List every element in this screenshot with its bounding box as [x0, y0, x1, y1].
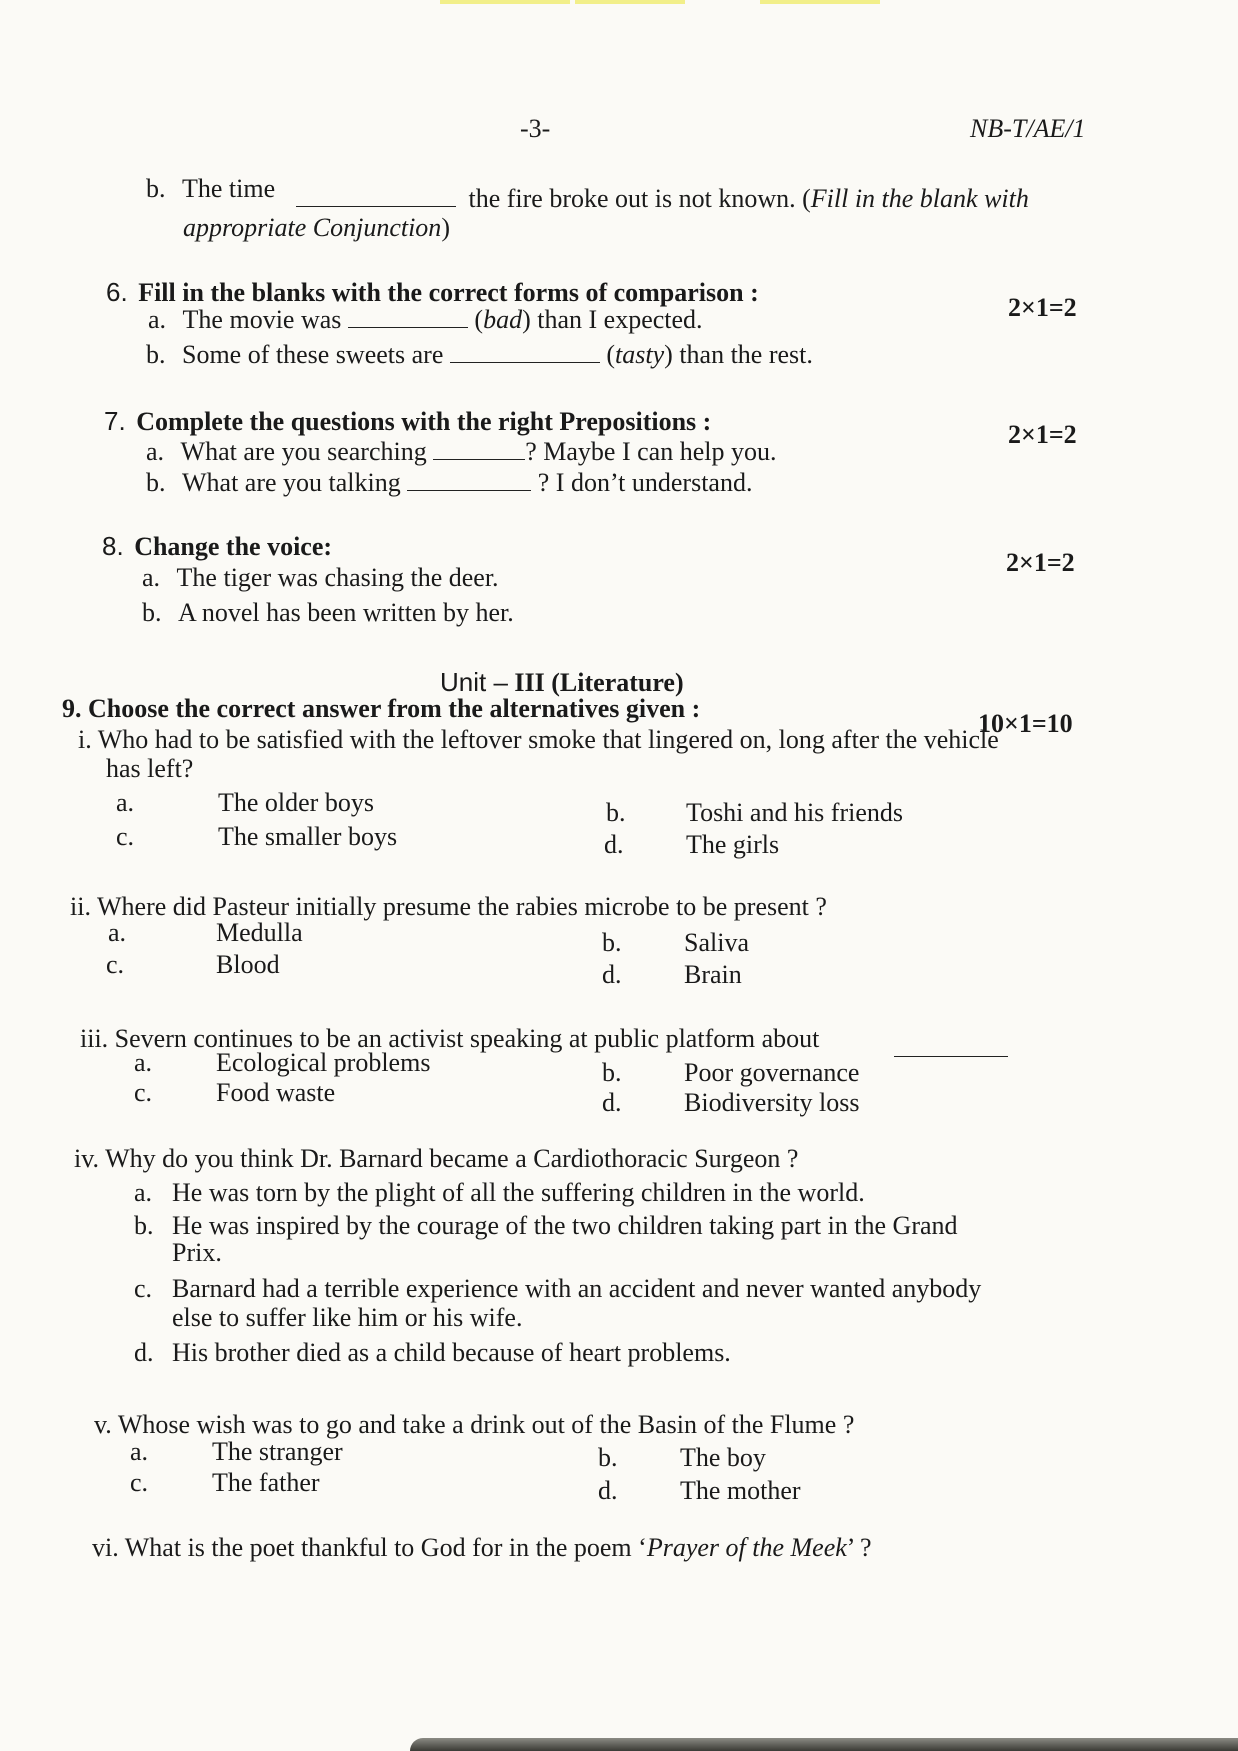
option-text: He was inspired by the courage of the two children taking part in the Grand: [172, 1211, 958, 1240]
q6b-letter: b.: [146, 340, 166, 369]
q8-heading: [102, 531, 332, 562]
q8a-text: The tiger was chasing the deer.: [176, 563, 499, 592]
option-letter: b.: [134, 1211, 154, 1240]
scan-highlight-mark: [575, 0, 685, 4]
scan-highlight-mark: [760, 0, 880, 4]
option-text: The boy: [680, 1443, 766, 1472]
option-text: The older boys: [218, 788, 374, 817]
q7-prompt: Complete the questions with the right Prepositions :: [136, 407, 712, 436]
q8b-letter: b.: [142, 598, 162, 627]
answer-blank: [407, 468, 531, 491]
q9vi-text: What is the poet thankful to God for in the poem ‘: [124, 1533, 647, 1562]
q5b-line2: [296, 184, 1029, 214]
option-letter: d.: [134, 1338, 154, 1367]
option-letter: a.: [116, 788, 135, 817]
q9iv-line: [74, 1144, 798, 1174]
q9iii-line: [80, 1024, 819, 1054]
option-text: Toshi and his friends: [686, 798, 903, 827]
option-text: Medulla: [216, 918, 303, 947]
q7-marks: 2×1=2: [1008, 420, 1077, 449]
q7b-line: [146, 468, 752, 498]
option-letter: d.: [602, 960, 622, 989]
option-text: Blood: [216, 950, 280, 979]
unit-prefix: Unit –: [440, 667, 508, 697]
page-number: -3-: [520, 114, 551, 143]
q8a-line: [142, 563, 499, 593]
q7b-text-end: ? I don’t understand.: [537, 468, 753, 497]
paper-code: NB-T/AE/1: [970, 114, 1086, 143]
q8-prompt: Change the voice:: [134, 532, 333, 561]
q8a-letter: a.: [142, 563, 161, 592]
q9-marks: 10×1=10: [978, 709, 1073, 738]
q8-number: 8.: [102, 531, 124, 561]
q9i-line1: [78, 725, 999, 755]
q6-marks: 2×1=2: [1008, 293, 1077, 322]
option-letter: d.: [602, 1088, 622, 1117]
q6a-line: a. The movie was (bad) than I expected.: [148, 305, 703, 334]
answer-blank: [894, 1056, 1008, 1057]
scan-shadow-edge: [410, 1738, 1238, 1751]
option-letter: c.: [134, 1078, 153, 1107]
option-letter: b.: [606, 798, 626, 827]
q9vi-num: vi.: [92, 1533, 119, 1562]
option-letter: c.: [116, 822, 135, 851]
q7b-letter: b.: [146, 468, 166, 497]
option-letter: c.: [134, 1274, 153, 1303]
q9vi-line: [92, 1533, 872, 1563]
q6-number: 6.: [106, 277, 128, 307]
q7a-text: What are you searching: [180, 437, 427, 466]
answer-blank: [348, 305, 468, 328]
q9i-num: i.: [78, 725, 92, 754]
q6b-text: Some of these sweets are: [182, 340, 444, 369]
option-letter: a.: [108, 918, 127, 947]
q7a-letter: a.: [146, 437, 165, 466]
q6a-letter: a.: [148, 305, 167, 334]
option-letter: a.: [134, 1048, 153, 1077]
option-text: Poor governance: [684, 1058, 860, 1087]
option-letter: b.: [602, 928, 622, 957]
option-letter: b.: [602, 1058, 622, 1087]
q9-prompt: Choose the correct answer from the alternatives given :: [88, 694, 701, 723]
option-text-cont: else to suffer like him or his wife.: [172, 1303, 523, 1332]
option-letter: d.: [598, 1476, 618, 1505]
option-text: Biodiversity loss: [684, 1088, 860, 1117]
q9iv-num: iv.: [74, 1144, 100, 1173]
option-text: The girls: [686, 830, 780, 859]
q6b-hint: tasty: [615, 340, 665, 369]
q8b-text: A novel has been written by her.: [178, 598, 514, 627]
q8b-line: [142, 598, 514, 628]
option-text: The father: [212, 1468, 320, 1497]
q6b-line: b. Some of these sweets are (tasty) than the rest.: [146, 340, 813, 369]
q5b-letter: b.: [146, 174, 166, 203]
option-text-cont: Prix.: [172, 1238, 222, 1267]
q5b-instruction: Fill in the blank with: [810, 184, 1029, 213]
scan-highlight-mark: [440, 0, 570, 4]
q5b-instruction-cont: appropriate Conjunction: [183, 213, 442, 242]
q9v-num: v.: [94, 1410, 112, 1439]
option-text: The stranger: [212, 1437, 343, 1466]
q8-marks: 2×1=2: [1006, 548, 1075, 577]
q7a-line: [146, 437, 776, 467]
option-letter: d.: [604, 830, 624, 859]
q9ii-line: [70, 892, 827, 922]
q6a-text: The movie was: [182, 305, 342, 334]
answer-blank: [296, 184, 456, 207]
q9v-text: Whose wish was to go and take a drink out of the Basin of the Flume ?: [117, 1410, 855, 1439]
q6-prompt: Fill in the blanks with the correct forms of comparison :: [138, 278, 759, 307]
q9iii-num: iii.: [80, 1024, 109, 1053]
q5b-text-end: the fire broke out is not known. (: [468, 184, 811, 213]
option-letter: c.: [130, 1468, 149, 1497]
q9i-text-cont: has left?: [106, 754, 194, 783]
q9vi-text-end: ’ ?: [846, 1533, 872, 1562]
option-letter: c.: [106, 950, 125, 979]
q6-heading: [106, 277, 759, 308]
q6b-text-end: than the rest.: [672, 340, 813, 369]
option-text: His brother died as a child because of heart problems.: [172, 1338, 731, 1367]
option-letter: a.: [130, 1437, 149, 1466]
option-letter: b.: [598, 1443, 618, 1472]
answer-blank: [450, 340, 600, 363]
q5b-text-start: The time: [182, 174, 276, 203]
option-text: The mother: [680, 1476, 801, 1505]
q9i-text: Who had to be satisfied with the leftover smoke that lingered on, long after the vehicle: [97, 725, 999, 754]
option-text: He was torn by the plight of all the suffering children in the world.: [172, 1178, 865, 1207]
q7-number: 7.: [104, 406, 126, 436]
q9-number: 9.: [62, 694, 82, 723]
option-text: Saliva: [684, 928, 749, 957]
q9ii-num: ii.: [70, 892, 91, 921]
option-text: Brain: [684, 960, 742, 989]
q6a-text-end: than I expected.: [530, 305, 703, 334]
q9ii-text: Where did Pasteur initially presume the rabies microbe to be present ?: [96, 892, 827, 921]
q9v-line: [94, 1410, 854, 1440]
answer-blank: [433, 437, 525, 460]
option-letter: a.: [134, 1178, 153, 1207]
q7-heading: [104, 406, 711, 437]
option-text: The smaller boys: [218, 822, 398, 851]
q9iii-text: Severn continues to be an activist speaking at public platform about: [114, 1024, 820, 1053]
q7a-text-end: ? Maybe I can help you.: [525, 437, 777, 466]
q5b-line3: [183, 213, 450, 243]
unit-title: III (Literature): [507, 668, 684, 697]
q5b-close: ): [441, 213, 450, 242]
option-text: Food waste: [216, 1078, 336, 1107]
option-text: Ecological problems: [216, 1048, 431, 1077]
poem-title: Prayer of the Meek: [646, 1533, 847, 1562]
q7b-text: What are you talking: [182, 468, 401, 497]
q6a-hint: bad: [483, 305, 523, 334]
q5b-line: [146, 174, 275, 204]
option-text: Barnard had a terrible experience with an accident and never wanted anybody: [172, 1274, 982, 1303]
q9iv-text: Why do you think Dr. Barnard became a Cardiothoracic Surgeon ?: [105, 1144, 799, 1173]
q9-heading: [62, 694, 700, 724]
